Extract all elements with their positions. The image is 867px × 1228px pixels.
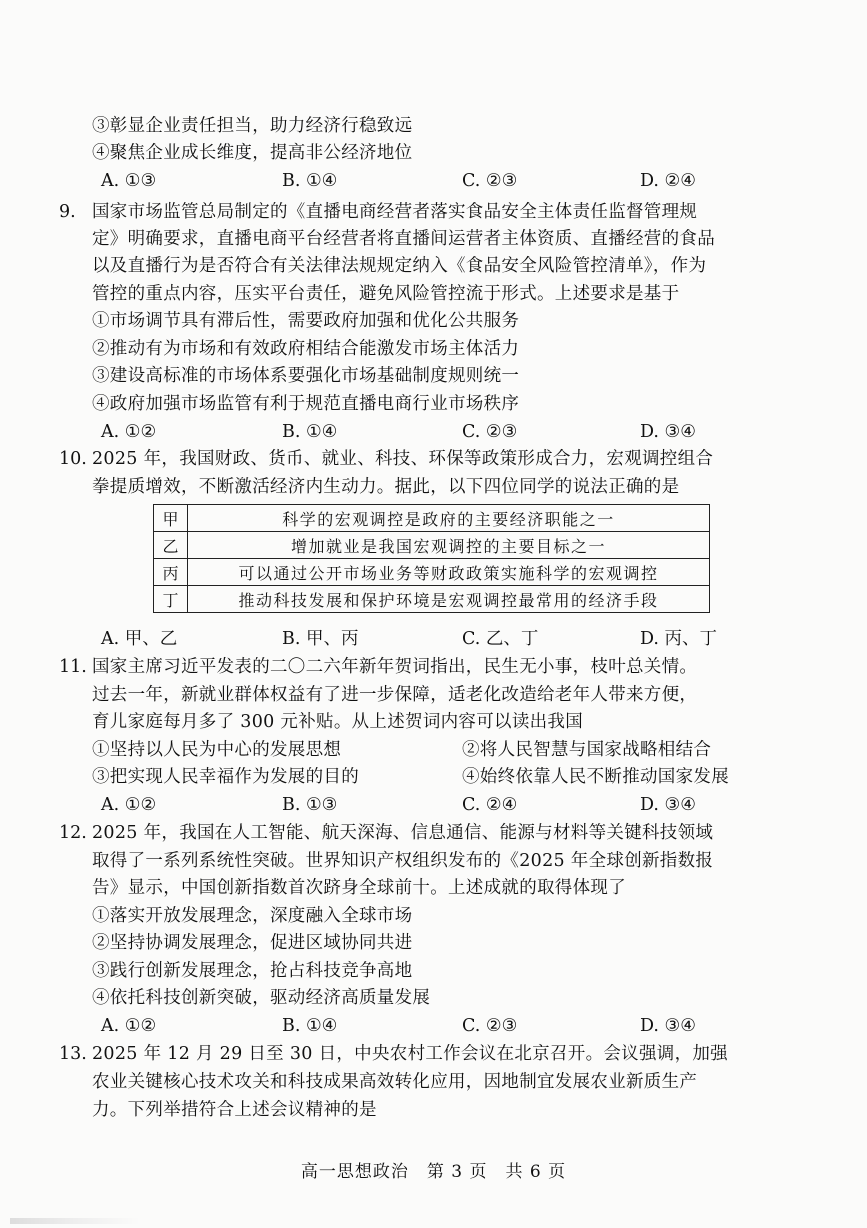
page-footer: 高一思想政治 第 3 页 共 6 页 (300, 1162, 567, 1182)
question-text: 告》显示，中国创新指数首次跻身全球前十。上述成就的取得体现了 (92, 878, 626, 898)
choice-b: B. ①④ (282, 1016, 338, 1036)
choice-a: A. ①② (101, 422, 157, 442)
option-item: ③建设高标准的市场体系要强化市场基础制度规则统一 (92, 366, 520, 386)
question-number: 11. (59, 657, 87, 677)
choice-c: C. ②③ (462, 1016, 518, 1036)
option-item: ②坚持协调发展理念，促进区域协同共进 (92, 933, 413, 953)
choice-a: A. ①③ (101, 171, 157, 191)
option-item: ②推动有为市场和有效政府相结合能激发市场主体活力 (92, 339, 520, 359)
question-number: 12. (59, 823, 87, 843)
option-item: ④依托科技创新突破，驱动经济高质量发展 (92, 988, 431, 1008)
question-text: 定》明确要求，直播电商平台经营者将直播间运营者主体资质、直播经营的食品 (92, 229, 715, 249)
scan-smudge (10, 1218, 140, 1224)
table-cell-key: 丙 (154, 559, 188, 586)
question-text: 2025 年 12 月 29 日至 30 日，中央农村工作会议在北京召开。会议强调，加强 (92, 1044, 728, 1064)
option-item: ①市场调节具有滞后性，需要政府加强和优化公共服务 (92, 311, 520, 331)
table-row (154, 586, 710, 613)
choice-b: B. ①④ (282, 171, 338, 191)
question-text: 农业关键核心技术攻关和科技成果高效转化应用，因地制宜发展农业新质生产 (92, 1072, 698, 1092)
choice-d: D. ③④ (640, 422, 696, 442)
question-number: 13. (59, 1044, 87, 1064)
question-text: 国家市场监管总局制定的《直播电商经营者落实食品安全主体责任监督管理规 (92, 202, 698, 222)
student-statements-table (153, 504, 710, 613)
question-text: 力。下列举措符合上述会议精神的是 (92, 1100, 377, 1120)
table-row (154, 532, 710, 559)
option-item: ①坚持以人民为中心的发展思想 (92, 740, 342, 760)
question-text: 过去一年，新就业群体权益有了进一步保障，适老化改造给老年人带来方便， (92, 685, 698, 705)
option-item: ④聚焦企业成长维度，提高非公经济地位 (92, 143, 413, 163)
question-text: 拳提质增效，不断激活经济内生动力。据此，以下四位同学的说法正确的是 (92, 477, 680, 497)
option-item: ④政府加强市场监管有利于规范直播电商行业市场秩序 (92, 394, 520, 414)
question-text: 育儿家庭每月多了 300 元补贴。从上述贺词内容可以读出我国 (92, 712, 584, 732)
choice-b: B. ①④ (282, 422, 338, 442)
choice-c: C. ②④ (462, 795, 518, 815)
table-cell-statement: 推动科技发展和保护环境是宏观调控最常用的经济手段 (188, 586, 710, 613)
table-cell-statement: 可以通过公开市场业务等财政政策实施科学的宏观调控 (188, 559, 710, 586)
question-text: 取得了一系列系统性突破。世界知识产权组织发布的《2025 年全球创新指数报 (92, 851, 714, 871)
choice-d: D. 丙、丁 (640, 629, 718, 649)
question-text: 管控的重点内容，压实平台责任，避免风险管控流于形式。上述要求是基于 (92, 284, 680, 304)
choice-d: D. ③④ (640, 795, 696, 815)
choice-a: A. ①② (101, 1016, 157, 1036)
question-text: 2025 年，我国财政、货币、就业、科技、环保等政策形成合力，宏观调控组合 (92, 449, 714, 469)
table-cell-statement: 增加就业是我国宏观调控的主要目标之一 (188, 532, 710, 559)
option-item: ④始终依靠人民不断推动国家发展 (462, 767, 729, 787)
choice-c: C. ②③ (462, 422, 518, 442)
table-cell-key: 丁 (154, 586, 188, 613)
question-number: 10. (59, 449, 87, 469)
table-row (154, 505, 710, 532)
question-text: 国家主席习近平发表的二〇二六年新年贺词指出，民生无小事，枝叶总关情。 (92, 657, 698, 677)
option-item: ③彰显企业责任担当，助力经济行稳致远 (92, 116, 413, 136)
option-item: ③践行创新发展理念，抢占科技竞争高地 (92, 961, 413, 981)
table-cell-key: 甲 (154, 505, 188, 532)
question-number: 9. (59, 202, 76, 222)
option-item: ③把实现人民幸福作为发展的目的 (92, 767, 359, 787)
table-row (154, 559, 710, 586)
choice-a: A. ①② (101, 795, 157, 815)
question-text: 2025 年，我国在人工智能、航天深海、信息通信、能源与材料等关键科技领域 (92, 823, 714, 843)
choice-d: D. ②④ (640, 171, 696, 191)
option-item: ②将人民智慧与国家战略相结合 (462, 740, 712, 760)
choice-c: C. 乙、丁 (462, 629, 539, 649)
option-item: ①落实开放发展理念，深度融入全球市场 (92, 906, 413, 926)
choice-b: B. ①③ (282, 795, 338, 815)
table-cell-key: 乙 (154, 532, 188, 559)
table-cell-statement: 科学的宏观调控是政府的主要经济职能之一 (188, 505, 710, 532)
choice-c: C. ②③ (462, 171, 518, 191)
choice-d: D. ③④ (640, 1016, 696, 1036)
question-text: 以及直播行为是否符合有关法律法规规定纳入《食品安全风险管控清单》，作为 (92, 256, 707, 276)
choice-b: B. 甲、丙 (282, 629, 359, 649)
choice-a: A. 甲、乙 (101, 629, 178, 649)
